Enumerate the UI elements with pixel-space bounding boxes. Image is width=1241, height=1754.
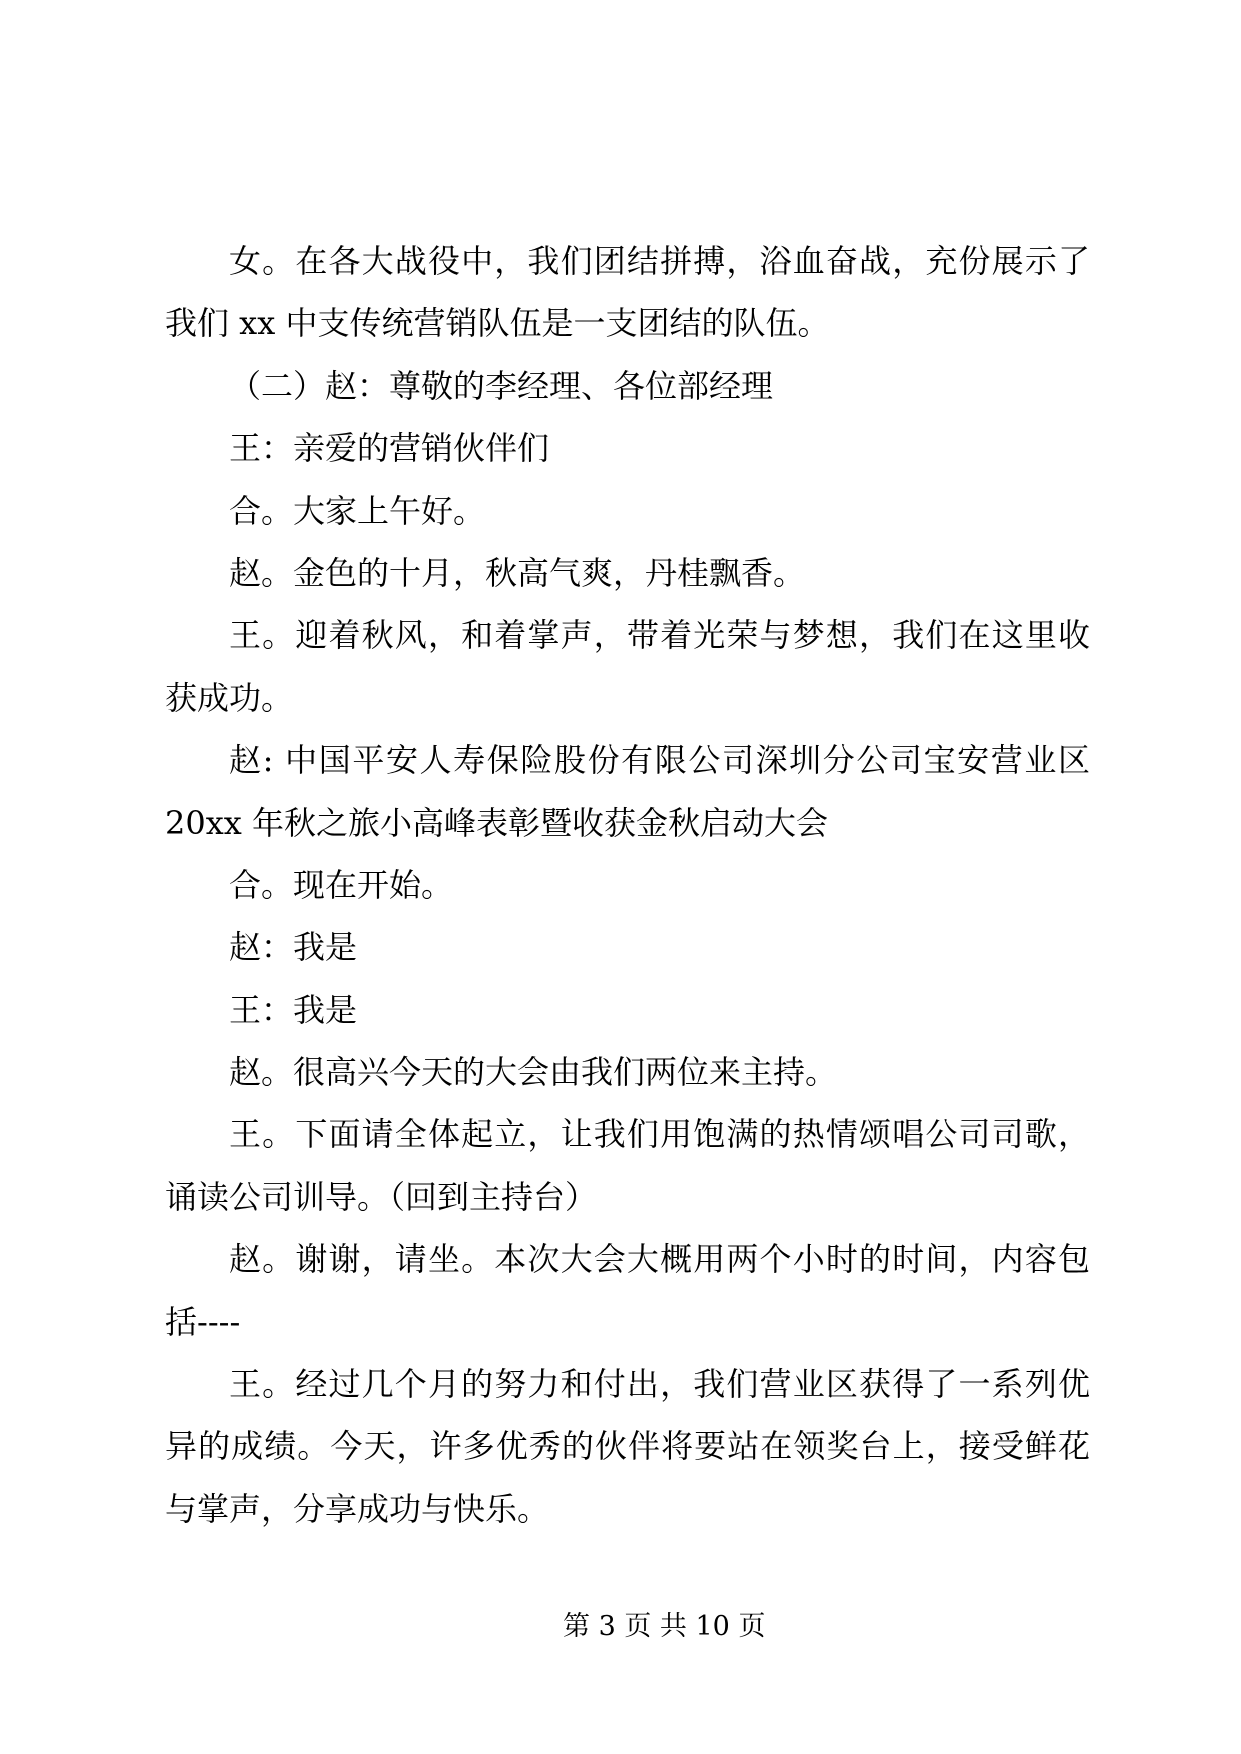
text-line: 王：亲爱的营销伙伴们 — [229, 429, 550, 468]
text-line: 合。大家上午好。 — [229, 491, 486, 530]
text-line: 获成功。 — [165, 678, 294, 717]
text-line: 王。经过几个月的努力和付出，我们营业区获得了一系列优 — [229, 1365, 1090, 1404]
text-line: 王：我是 — [229, 990, 358, 1029]
text-line: （二）赵：尊敬的李经理、各位部经理 — [229, 366, 774, 405]
text-line: 赵。金色的十月，秋高气爽，丹桂飘香。 — [229, 553, 806, 592]
text-line: 20xx 年秋之旅小高峰表彰暨收获金秋启动大会 — [165, 803, 828, 842]
text-line: 赵: 中国平安人寿保险股份有限公司深圳分公司宝安营业区 — [229, 741, 1090, 780]
text-line: 我们 xx 中支传统营销队伍是一支团结的队伍。 — [165, 304, 830, 343]
text-line: 王。迎着秋风，和着掌声，带着光荣与梦想，我们在这里收 — [229, 616, 1090, 655]
text-line: 与掌声，分享成功与快乐。 — [165, 1489, 550, 1528]
text-line: 赵。谢谢，请坐。本次大会大概用两个小时的时间，内容包 — [229, 1240, 1090, 1279]
page-number-label: 第 3 页 共 10 页 — [563, 1611, 766, 1642]
text-line: 异的成绩。今天，许多优秀的伙伴将要站在领奖台上，接受鲜花 — [165, 1427, 1090, 1466]
text-line: 赵。很高兴今天的大会由我们两位来主持。 — [229, 1053, 838, 1092]
text-line: 诵读公司训导。（回到主持台） — [165, 1177, 598, 1216]
text-line: 女。在各大战役中，我们团结拼搏，浴血奋战，充份展示了 — [229, 242, 1090, 280]
page-footer — [563, 1607, 765, 1647]
text-content — [165, 230, 1090, 1540]
text-line: 赵：我是 — [229, 928, 358, 967]
text-line: 王。下面请全体起立，让我们用饱满的热情颂唱公司司歌， — [229, 1115, 1090, 1154]
text-line: 括---- — [165, 1302, 241, 1341]
text-line: 合。现在开始。 — [229, 865, 454, 904]
